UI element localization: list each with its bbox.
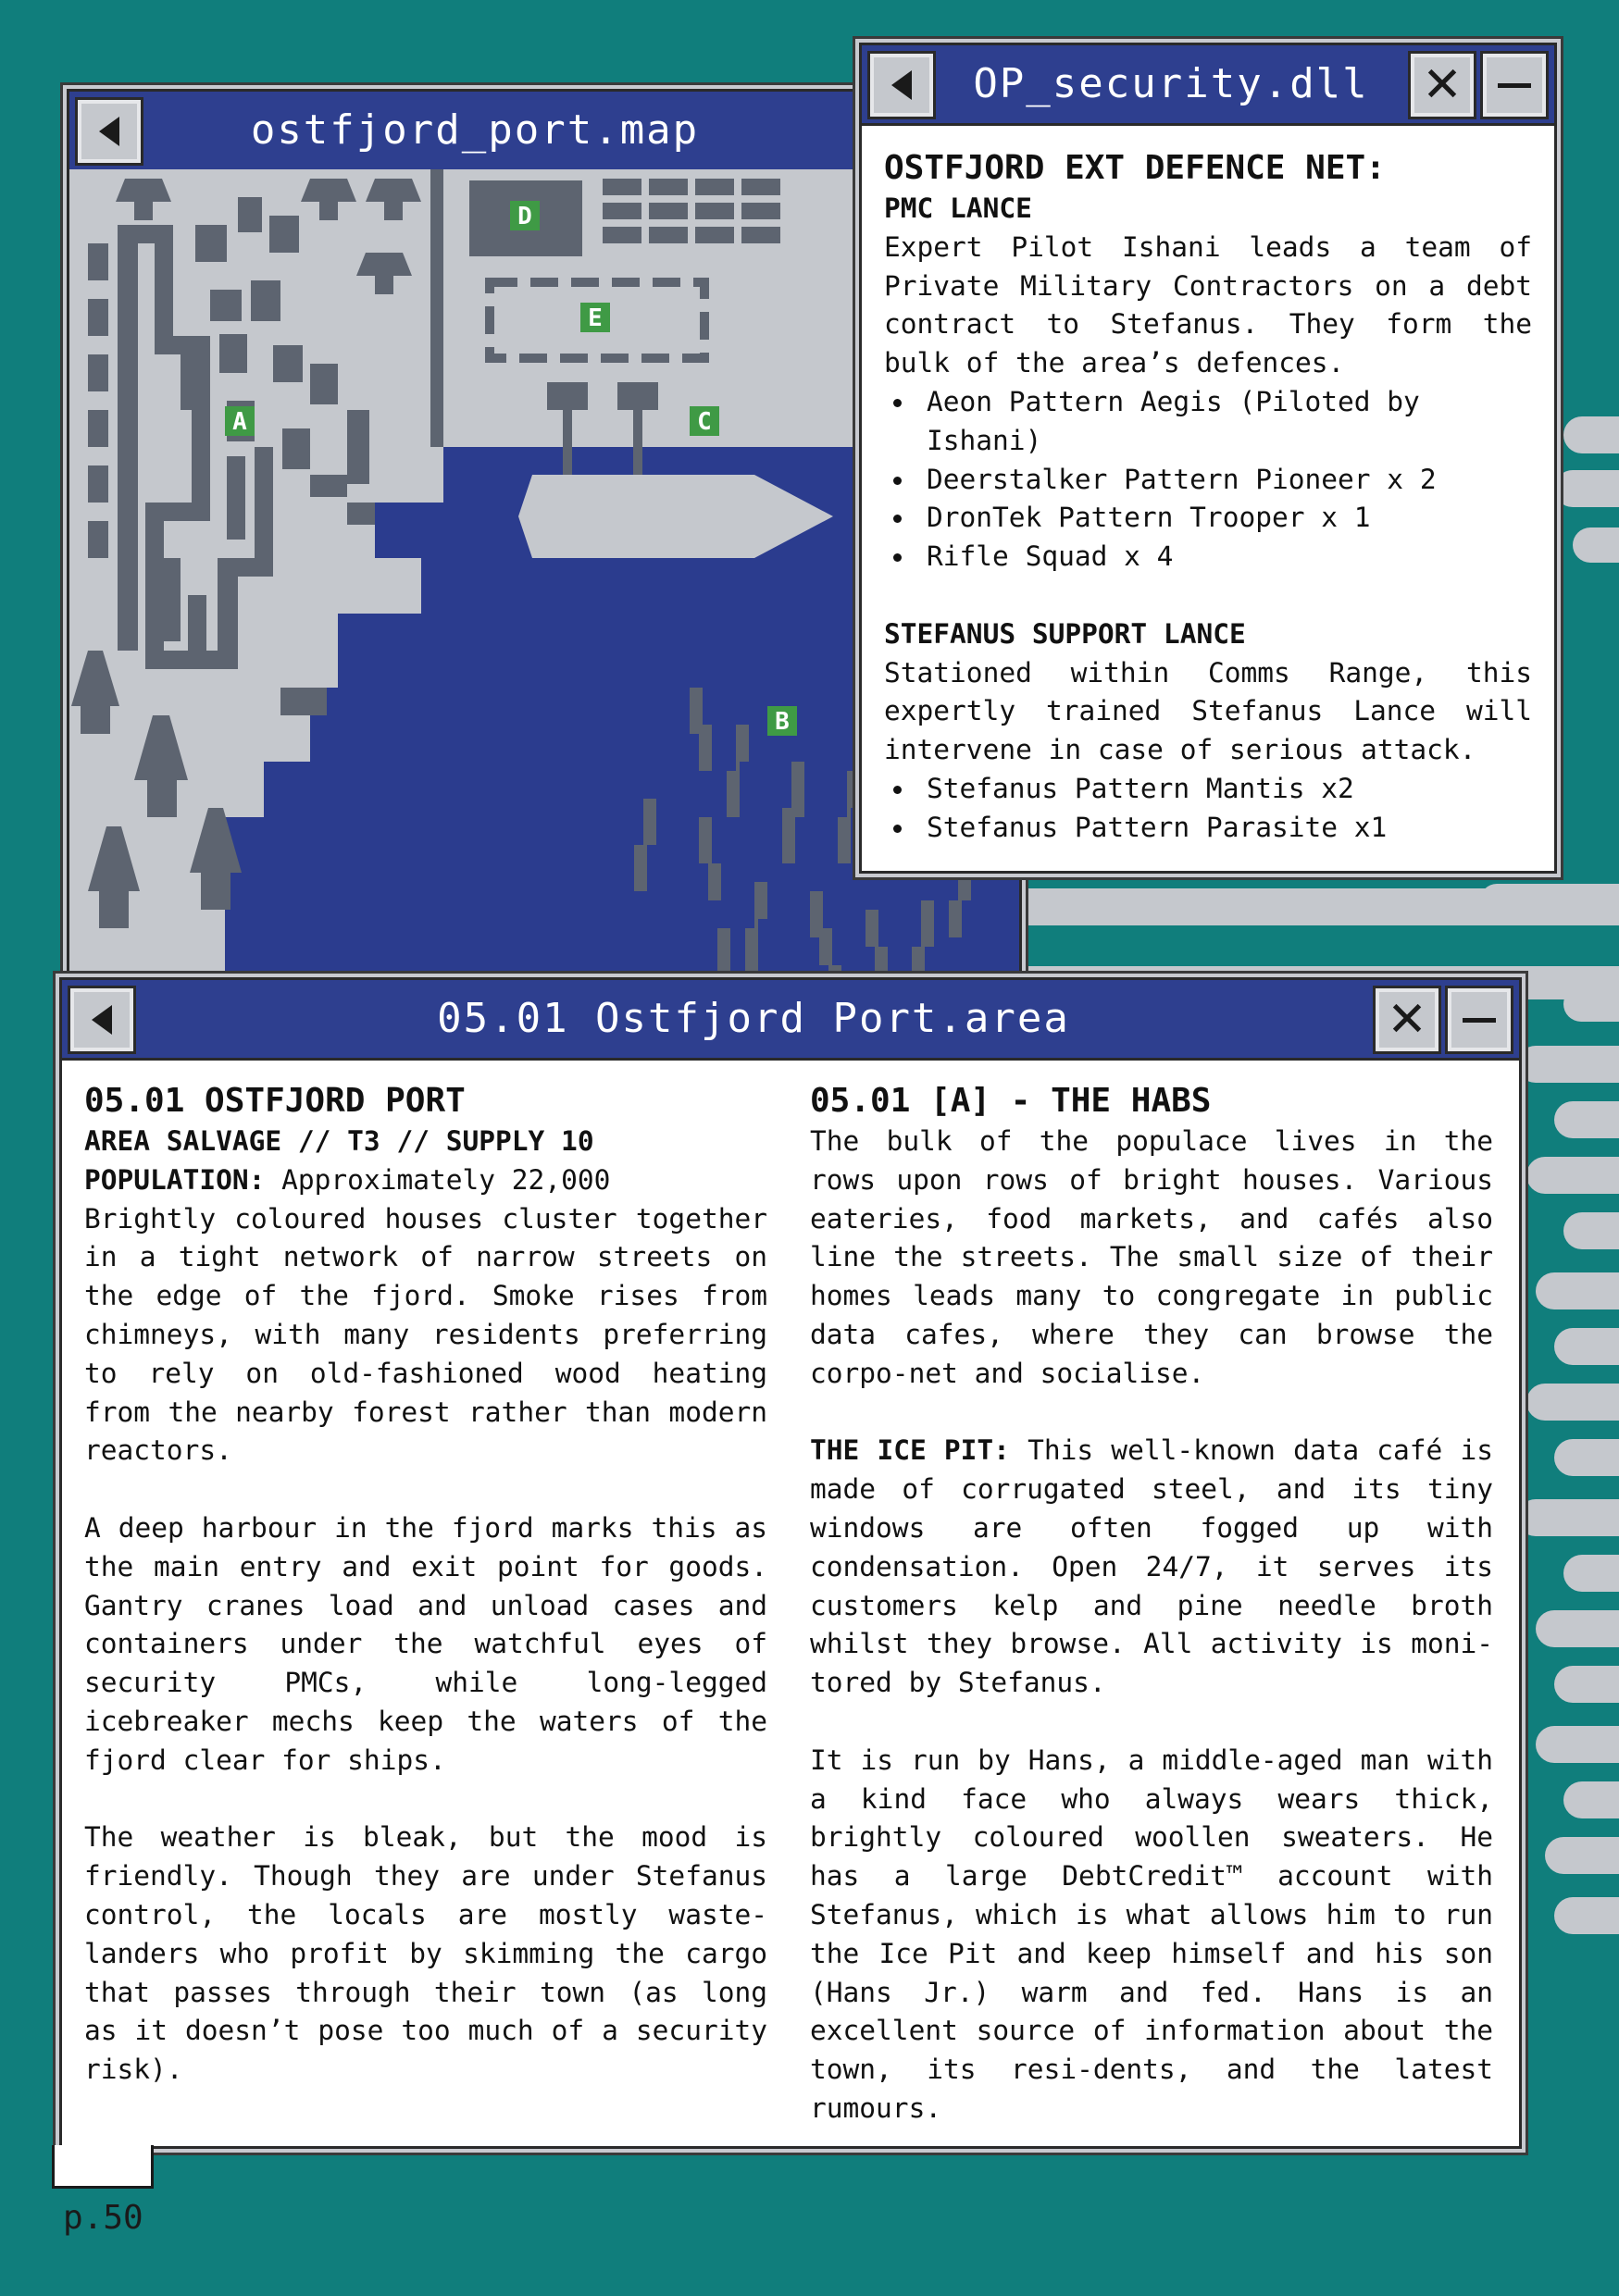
security-back-button[interactable] <box>867 51 936 119</box>
pmc-units-list <box>884 383 1532 577</box>
area-titlebar[interactable] <box>62 980 1519 1061</box>
map-marker-A <box>225 406 255 436</box>
list-item: Deerstalker Pattern Pioneer x 2 <box>927 461 1532 500</box>
stripe-band-right-2 <box>1018 925 1619 966</box>
habs-para-3: It is run by Hans, a middle-aged man with a kind face who always wears thick, brightly coloured woollen sweaters. He has a large DebtCredit™ account with Stefanus, which is what allows him to run the Ice Pit and keep himself and his son (Hans Jr.) warm and fed. Hans is an excellent source of information about the town, its resi-dents, and the latest rumours. <box>810 1744 1493 2124</box>
security-titlebar[interactable] <box>862 45 1554 126</box>
map-marker-E <box>580 303 610 332</box>
habs-heading: 05.01 [A] - THE HABS <box>810 1082 1212 1120</box>
area-minimize-button[interactable] <box>1445 986 1513 1054</box>
map-marker-B <box>767 706 797 736</box>
security-close-button[interactable] <box>1408 51 1476 119</box>
area-para-3: The weather is bleak, but the mood is friendly. Though they are under Stefanus control, the locals are mostly waste-landers who profit by skimming the cargo that passes through their town (as long as it doesn’t pose too much of a security risk). <box>84 1821 767 2086</box>
security-minimize-button[interactable] <box>1480 51 1549 119</box>
security-content <box>884 147 1532 848</box>
page-tab <box>52 2145 154 2189</box>
map-window-title: ostfjord_port.map <box>250 106 700 154</box>
list-item: Stefanus Pattern Mantis x2 <box>927 770 1532 809</box>
security-heading: OSTFJORD EXT DEFENCE NET: <box>884 149 1386 187</box>
support-text: Stationed within Comms Range, this expertly trained Stefanus Lance will intervene in case of serious attack. <box>884 656 1532 766</box>
map-marker-C <box>690 406 719 436</box>
map-marker-D <box>510 201 540 230</box>
marker-label-e: E <box>588 304 603 332</box>
marker-label-b: B <box>775 708 790 736</box>
population-value: Approximately 22,000 <box>281 1163 611 1196</box>
icepit-label: THE ICE PIT: <box>810 1434 1010 1467</box>
pmc-subheading: PMC LANCE <box>884 192 1032 224</box>
area-para-2: A deep harbour in the fjord marks this as the main entry and exit point for goods. Gantry cranes load and unload cases and containers under the watchful eyes of security PMCs, while long-legged icebreaker mechs keep the waters of the fjord clear for ships. <box>84 1511 767 1776</box>
area-left-column <box>84 1080 767 2090</box>
area-right-column <box>810 1080 1493 2128</box>
back-arrow-icon <box>92 1005 112 1035</box>
support-units-list <box>884 770 1532 848</box>
area-para-1: Brightly coloured houses cluster together in a tight network of narrow streets on the edge of the fjord. Smoke rises from chimneys, with many residents preferring to rely on old-fashioned wood heating from the nearby forest rather than modern reactors. <box>84 1202 767 1467</box>
area-window-title: 05.01 Ostfjord Port.area <box>437 995 1070 1042</box>
area-heading: 05.01 OSTFJORD PORT <box>84 1082 466 1120</box>
minimize-icon <box>1498 83 1531 88</box>
area-stats: AREA SALVAGE // T3 // SUPPLY 10 <box>84 1125 594 1157</box>
security-window[interactable] <box>859 43 1557 874</box>
pmc-text: Expert Pilot Ishani leads a team of Private Military Contractors on a debt contract to Stefanus. They form the bulk of the area’s defences. <box>884 230 1532 379</box>
area-window[interactable] <box>59 977 1522 2149</box>
marker-label-a: A <box>232 408 247 436</box>
support-subheading: STEFANUS SUPPORT LANCE <box>884 617 1246 650</box>
security-window-title: OP_security.dll <box>973 60 1369 107</box>
population-label: POPULATION: <box>84 1163 266 1196</box>
population-line <box>84 1161 767 1200</box>
list-item: Aeon Pattern Aegis (Piloted by Ishani) <box>927 383 1532 461</box>
area-close-button[interactable] <box>1373 986 1441 1054</box>
marker-label-d: D <box>517 203 532 230</box>
list-item: Rifle Squad x 4 <box>927 538 1532 577</box>
icepit-paragraph <box>810 1432 1493 1703</box>
icepit-text: This well-known data café is made of corrugated steel, and its tiny windows are often fogged up with condensation. Open 24/7, it serves its customers kelp and pine needle broth whilst they browse. All activity is moni-tored by Stefanus. <box>810 1434 1494 1699</box>
area-back-button[interactable] <box>68 986 136 1054</box>
back-arrow-icon <box>891 70 912 100</box>
list-item: Stefanus Pattern Parasite x1 <box>927 809 1532 848</box>
minimize-icon <box>1463 1018 1496 1023</box>
marker-label-c: C <box>697 408 712 436</box>
close-icon: ✕ <box>1422 57 1463 113</box>
habs-para-1: The bulk of the populace lives in the rows upon rows of bright houses. Various eateries, food markets, and cafés also line the streets. The small size of their homes leads many to congregate in public data cafes, where they can browse the corpo-net and socialise. <box>810 1125 1493 1389</box>
page-number: p.50 <box>63 2199 143 2237</box>
list-item: DronTek Pattern Trooper x 1 <box>927 499 1532 538</box>
close-icon: ✕ <box>1387 992 1427 1048</box>
